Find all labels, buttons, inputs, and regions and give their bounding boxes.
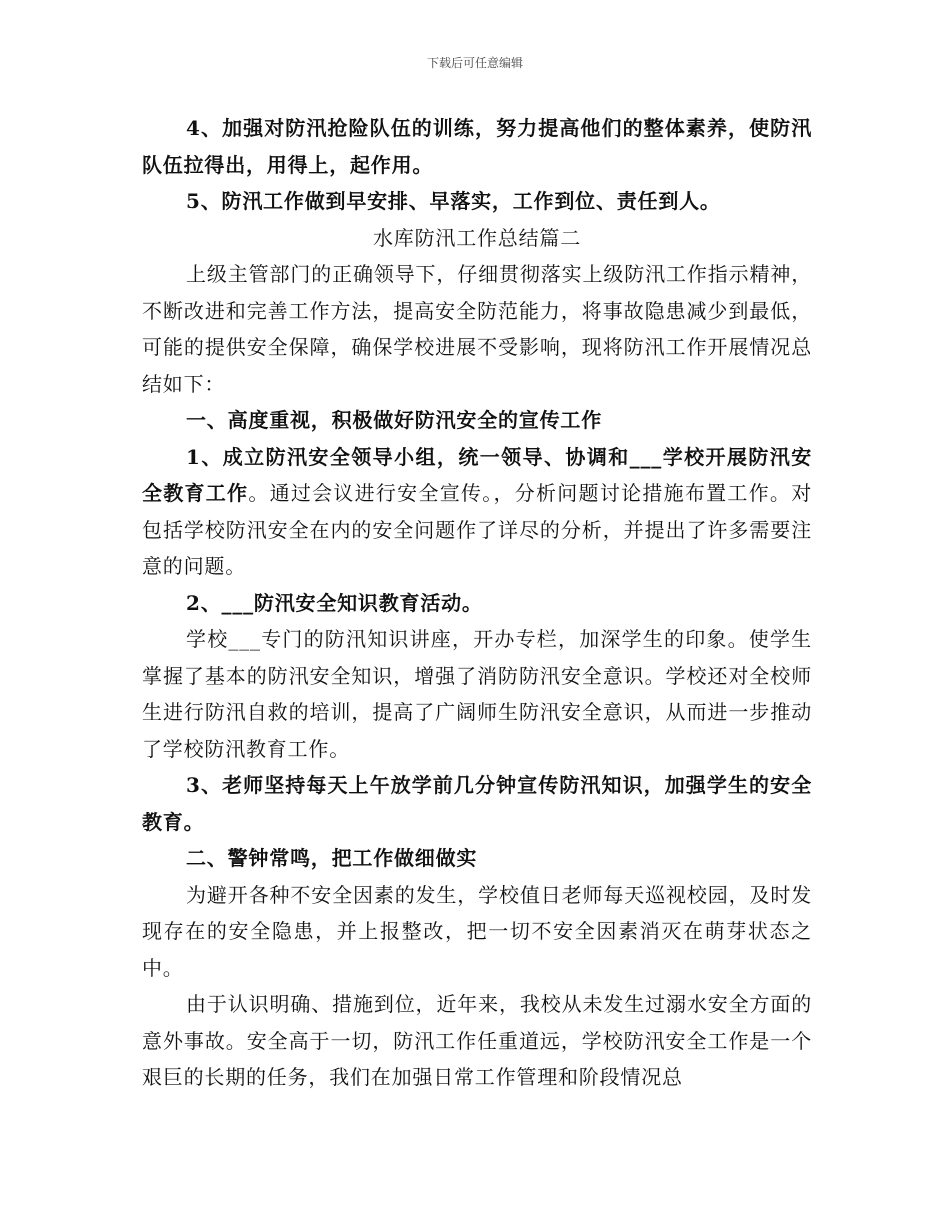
document-body <box>142 110 812 1096</box>
section-title: 水库防汛工作总结篇二 <box>373 225 581 250</box>
item-1-body: 。通过会议进行安全宣传。，分析问题讨论措施布置工作。对包括学校防汛安全在内的安全问题作了详尽的分析，并提出了许多需要注意的问题。 <box>142 481 812 578</box>
item-2-body: 学校___专门的防汛知识讲座，开办专栏，加深学生的印象。使学生掌握了基本的防汛安全知识，增强了消防防汛安全意识。学校还对全校师生进行防汛自救的培训，提高了广阔师生防汛安全意识，从而进一步推动了学校防汛教育工作。 <box>142 627 812 761</box>
item-1-paragraph <box>142 439 812 585</box>
item-5-paragraph: 5、防汛工作做到早安排、早落实，工作到位、责任到人。 <box>186 189 721 213</box>
item-3-paragraph: 3、老师坚持每天上午放学前几分钟宣传防汛知识，加强学生的安全教育。 <box>142 773 812 834</box>
closing-paragraph: 由于认识明确、措施到位，近年来，我校从未发生过溺水安全方面的意外事故。安全高于一切，防汛工作任重道远，学校防汛安全工作是一个艰巨的长期的任务，我们在加强日常工作管理和阶段情况总 <box>142 992 812 1089</box>
page-header: 下载后可任意编辑 <box>426 56 523 70</box>
intro-paragraph: 上级主管部门的正确领导下，仔细贯彻落实上级防汛工作指示精神，不断改进和完善工作方法，提高安全防范能力，将事故隐患减少到最低，可能的提供安全保障，确保学校进展不受影响，现将防汛工作开展情况总结如下： <box>142 262 812 396</box>
heading-two: 二、警钟常鸣，把工作做细做实 <box>186 846 478 870</box>
patrol-paragraph: 为避开各种不安全因素的发生，学校值日老师每天巡视校园，及时发现存在的安全隐患，并上报整改，把一切不安全因素消灭在萌芽状态之中。 <box>142 882 812 980</box>
heading-one: 一、高度重视，积极做好防汛安全的宣传工作 <box>186 408 602 432</box>
item-1-bold-lead: 1、成立防汛安全领导小组，统一领导、协调和___学校开展防汛安全教育工作 <box>142 444 812 505</box>
item-2-heading: 2、___防汛安全知识教育活动。 <box>186 590 483 615</box>
item-4-paragraph: 4、加强对防汛抢险队伍的训练，努力提高他们的整体素养，使防汛队伍拉得出，用得上，起作用。 <box>142 116 812 177</box>
